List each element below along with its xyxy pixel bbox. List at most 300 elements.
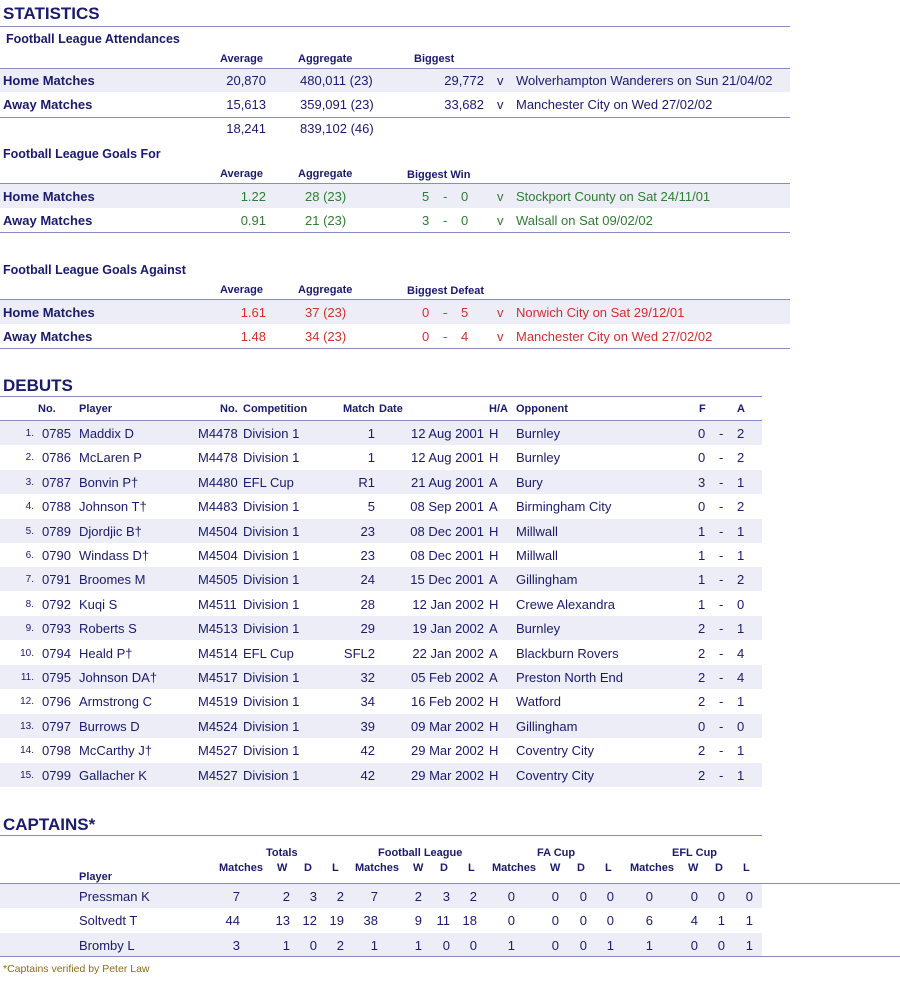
debut-date: 12 Jan 2002 [412, 596, 484, 612]
debut-competition: Division 1 [243, 572, 300, 588]
debut-index: 4. [25, 501, 34, 513]
debut-match: 1 [367, 450, 375, 466]
debut-index: 13. [20, 720, 34, 732]
captain-stat: 0 [745, 889, 753, 904]
debut-index: 8. [25, 598, 34, 610]
captains-col-matches: Matches [492, 862, 537, 874]
debut-player: Heald P† [79, 645, 133, 661]
debut-date: 16 Feb 2002 [410, 694, 484, 710]
att-home-biggest: 29,772 [444, 73, 484, 88]
captain-stat: 38 [363, 913, 378, 929]
debut-competition: Division 1 [243, 621, 300, 637]
debut-match-no: M4524 [198, 718, 238, 734]
debut-score-f: 1 [698, 572, 706, 588]
att-home-detail: Wolverhampton Wanderers on Sun 21/04/02 [516, 73, 773, 88]
debut-number: 0795 [42, 670, 71, 685]
att-home-label: Home Matches [3, 73, 95, 88]
debut-competition: EFL Cup [243, 474, 294, 490]
debut-match: 28 [360, 596, 375, 612]
debut-player: Roberts S [79, 621, 137, 637]
captain-stat: 3 [442, 889, 450, 904]
debut-score-f: 2 [698, 767, 706, 783]
debut-competition: Division 1 [243, 718, 300, 734]
debut-score-a: 1 [737, 523, 745, 539]
gf-away-average: 0.91 [240, 213, 266, 228]
captains-col-d: D [577, 862, 585, 874]
debuts-col-ha: H/A [489, 403, 508, 415]
debut-score-f: 2 [698, 645, 706, 661]
debut-opponent: Blackburn Rovers [516, 645, 619, 661]
debut-date: 19 Jan 2002 [412, 621, 484, 637]
captains-col-w: W [550, 862, 561, 874]
debut-player: Broomes M [79, 572, 146, 588]
debut-match: 23 [360, 523, 375, 539]
captain-stat: 0 [507, 889, 515, 904]
debut-score-dash: - [719, 548, 724, 563]
ga-away-label: Away Matches [3, 329, 93, 344]
debut-player: Burrows D [79, 718, 140, 734]
captain-stat: 7 [232, 889, 240, 904]
ga-away-dash: - [443, 329, 448, 344]
debut-match-no: M4517 [198, 670, 238, 685]
debut-score-dash: - [719, 645, 724, 661]
captains-col-matches: Matches [630, 862, 675, 874]
captains-col-w: W [277, 862, 288, 874]
debut-match: SFL2 [343, 645, 375, 661]
debut-score-f: 1 [698, 523, 706, 539]
captains-footnote: *Captains verified by Peter Law [3, 963, 150, 975]
captains-col-l: L [605, 862, 612, 874]
debut-number: 0789 [42, 523, 71, 539]
debut-match-no: M4513 [198, 621, 238, 637]
debut-index: 7. [25, 574, 34, 586]
captain-stat: 12 [302, 913, 317, 929]
debut-number: 0785 [42, 426, 71, 441]
debut-match: 34 [360, 694, 375, 710]
debut-score-f: 0 [698, 450, 706, 466]
debut-score-a: 1 [737, 743, 745, 759]
captains-group-eflcup: EFL Cup [672, 847, 718, 859]
debut-opponent: Gillingham [516, 718, 578, 734]
debut-index: 12. [20, 696, 34, 708]
debut-match-no: M4519 [198, 694, 238, 710]
debut-competition: Division 1 [243, 450, 300, 466]
debut-index: 14. [20, 745, 34, 757]
debut-competition: EFL Cup [243, 645, 294, 661]
debut-score-a: 2 [737, 499, 745, 515]
ga-col-average: Average [220, 284, 264, 296]
captains-col-matches: Matches [219, 862, 264, 874]
debut-player: Windass D† [79, 548, 150, 563]
debut-match-no: M4514 [198, 645, 238, 661]
captain-stat: 0 [469, 937, 477, 953]
debut-score-dash: - [719, 499, 724, 515]
captains-group-league: Football League [378, 847, 463, 859]
gf-away-a: 0 [461, 213, 469, 228]
debut-competition: Division 1 [243, 548, 300, 563]
ga-away-detail: Manchester City on Wed 27/02/02 [516, 329, 713, 344]
debut-score-a: 2 [737, 450, 745, 466]
gf-away-aggregate: 21 (23) [305, 213, 347, 228]
ga-away-v: v [497, 329, 504, 344]
debut-score-f: 0 [698, 426, 706, 441]
debut-opponent: Burnley [516, 450, 561, 466]
debut-score-dash: - [719, 718, 724, 734]
captain-player: Soltvedt T [79, 913, 138, 929]
debut-number: 0792 [42, 596, 71, 612]
debut-player: Gallacher K [79, 767, 147, 783]
debut-ha: H [489, 718, 499, 734]
captain-stat: 2 [469, 889, 477, 904]
debut-score-f: 2 [698, 743, 706, 759]
statistics-title: STATISTICS [3, 4, 100, 23]
debut-score-dash: - [719, 767, 724, 783]
ga-away-a: 4 [461, 329, 469, 344]
debut-score-dash: - [719, 450, 724, 466]
captain-stat: 0 [717, 889, 725, 904]
debut-match-no: M4511 [198, 596, 237, 612]
captain-stat: 0 [442, 937, 450, 953]
ga-away-average: 1.48 [240, 329, 266, 344]
captain-stat: 0 [606, 913, 614, 929]
debut-index: 11. [20, 672, 34, 683]
debut-match: 39 [360, 718, 375, 734]
captain-stat: 3 [309, 889, 317, 904]
debut-match: 23 [360, 548, 375, 563]
debut-score-a: 2 [737, 572, 745, 588]
debut-number: 0794 [42, 645, 71, 661]
captain-stat: 1 [717, 913, 725, 929]
debut-number: 0796 [42, 694, 71, 710]
debut-score-f: 2 [698, 694, 706, 710]
debut-match: 1 [367, 426, 375, 441]
debut-match: 32 [360, 670, 375, 685]
debut-match: 5 [367, 499, 375, 515]
ga-away-aggregate: 34 (23) [305, 329, 347, 344]
att-home-average: 20,870 [226, 73, 266, 88]
col-average: Average [220, 53, 264, 65]
debut-index: 15. [20, 769, 34, 781]
captains-col-l: L [332, 862, 339, 874]
debut-date: 09 Mar 2002 [411, 718, 484, 734]
debuts-col-player: Player [79, 403, 113, 415]
att-away-biggest: 33,682 [444, 97, 484, 112]
captain-player: Bromby L [79, 937, 135, 953]
captains-title: CAPTAINS* [3, 815, 96, 834]
debut-player: McLaren P [79, 450, 142, 466]
att-away-aggregate: 359,091 (23) [300, 97, 374, 112]
debut-score-f: 1 [698, 596, 706, 612]
debut-score-dash: - [719, 426, 724, 441]
debut-number: 0788 [42, 499, 71, 515]
debut-date: 15 Dec 2001 [410, 572, 484, 588]
debut-score-a: 1 [737, 474, 745, 490]
att-home-aggregate: 480,011 (23) [300, 73, 373, 88]
debut-score-dash: - [719, 694, 724, 710]
goals-for-title: Football League Goals For [3, 147, 161, 161]
debut-opponent: Coventry City [516, 743, 595, 759]
debut-number: 0791 [42, 572, 71, 588]
captain-stat: 0 [579, 889, 587, 904]
debut-score-a: 2 [737, 426, 745, 441]
debut-match-no: M4504 [198, 548, 238, 563]
captain-stat: 1 [606, 937, 614, 953]
ga-home-detail: Norwich City on Sat 29/12/01 [516, 305, 685, 320]
gf-away-v: v [497, 213, 504, 228]
ga-col-biggest: Biggest Defeat [407, 285, 485, 297]
debut-opponent: Millwall [516, 548, 558, 563]
captain-stat: 0 [717, 937, 725, 953]
debut-number: 0793 [42, 621, 71, 637]
debuts-title: DEBUTS [3, 376, 73, 395]
captain-stat: 1 [507, 937, 515, 953]
gf-away-detail: Walsall on Sat 09/02/02 [516, 213, 653, 228]
debut-score-a: 0 [737, 718, 745, 734]
debut-number: 0797 [42, 718, 71, 734]
debut-score-f: 2 [698, 670, 706, 685]
ga-home-label: Home Matches [3, 305, 95, 320]
debut-opponent: Birmingham City [516, 499, 612, 515]
debut-date: 29 Mar 2002 [411, 743, 484, 759]
debuts-col-date: Date [379, 403, 403, 415]
debut-score-dash: - [719, 474, 724, 490]
att-total-aggregate: 839,102 (46) [300, 121, 374, 136]
att-away-label: Away Matches [3, 97, 93, 112]
ga-col-aggregate: Aggregate [298, 284, 353, 296]
captain-stat: 1 [645, 937, 653, 953]
debut-score-f: 0 [698, 499, 706, 515]
debut-score-f: 2 [698, 621, 706, 637]
gf-home-a: 0 [461, 189, 469, 204]
debut-index: 2. [25, 452, 34, 464]
debut-date: 22 Jan 2002 [412, 645, 484, 661]
debuts-col-matchno: No. [220, 403, 238, 415]
debuts-col-match: Match [343, 403, 375, 415]
ga-home-a: 5 [461, 305, 469, 320]
debut-competition: Division 1 [243, 670, 300, 685]
debut-ha: H [489, 523, 499, 539]
debut-score-a: 4 [737, 670, 745, 685]
captain-stat: 2 [336, 937, 344, 953]
captain-stat: 1 [370, 937, 378, 953]
captain-stat: 13 [275, 913, 290, 929]
debut-player: Kuqi S [79, 596, 118, 612]
debut-competition: Division 1 [243, 426, 300, 441]
captain-stat: 0 [579, 937, 587, 953]
debuts-col-no: No. [38, 403, 56, 415]
debut-date: 21 Aug 2001 [410, 474, 484, 490]
debut-number: 0790 [42, 548, 71, 563]
ga-home-v: v [497, 305, 504, 320]
gf-col-biggest: Biggest Win [407, 169, 471, 181]
debut-number: 0798 [42, 743, 71, 759]
captains-col-d: D [715, 862, 723, 874]
captain-stat: 3 [232, 937, 240, 953]
debut-number: 0786 [42, 450, 71, 466]
debut-score-a: 1 [737, 694, 745, 710]
captain-stat: 19 [329, 913, 344, 929]
debut-match: 42 [360, 743, 375, 759]
ga-home-aggregate: 37 (23) [305, 305, 347, 320]
gf-home-average: 1.22 [240, 189, 266, 204]
debut-ha: H [489, 694, 499, 710]
ga-away-f: 0 [422, 329, 430, 344]
captains-col-d: D [304, 862, 312, 874]
captain-stat: 18 [462, 913, 477, 929]
captains-col-l: L [468, 862, 475, 874]
captain-stat: 0 [551, 913, 559, 929]
debut-date: 12 Aug 2001 [410, 450, 484, 466]
debut-match-no: M4478 [198, 450, 238, 466]
debut-opponent: Millwall [516, 523, 558, 539]
debut-match: 29 [360, 621, 375, 637]
captain-stat: 0 [551, 937, 559, 953]
debut-player: Johnson T† [79, 499, 147, 515]
debut-opponent: Preston North End [516, 670, 623, 685]
debut-score-a: 4 [737, 645, 745, 661]
debuts-col-a: A [737, 403, 745, 415]
gf-col-average: Average [220, 168, 264, 180]
debut-opponent: Coventry City [516, 767, 595, 783]
debut-match-no: M4504 [198, 523, 238, 539]
captain-stat: 0 [551, 889, 559, 904]
debut-match-no: M4478 [198, 426, 238, 441]
goals-against-title: Football League Goals Against [3, 263, 186, 277]
captain-stat: 4 [690, 913, 698, 929]
gf-home-label: Home Matches [3, 189, 95, 204]
debut-opponent: Watford [516, 694, 562, 710]
debut-score-a: 1 [737, 548, 745, 563]
captain-stat: 0 [690, 889, 698, 904]
debut-date: 08 Sep 2001 [410, 499, 484, 515]
debut-competition: Division 1 [243, 767, 300, 783]
gf-home-detail: Stockport County on Sat 24/11/01 [516, 189, 711, 204]
debut-ha: A [489, 499, 498, 515]
captain-stat: 0 [645, 889, 653, 904]
captain-stat: 0 [309, 937, 317, 953]
debut-ha: H [489, 426, 499, 441]
debut-ha: H [489, 548, 499, 563]
captain-stat: 0 [507, 913, 515, 929]
captains-col-d: D [440, 862, 448, 874]
debut-score-dash: - [719, 572, 724, 588]
debut-date: 08 Dec 2001 [410, 523, 484, 539]
debut-score-dash: - [719, 621, 724, 637]
debut-player: McCarthy J† [79, 743, 152, 759]
debut-index: 1. [25, 428, 34, 439]
debut-player: Maddix D [79, 426, 134, 441]
debut-ha: A [489, 670, 498, 685]
debuts-col-competition: Competition [243, 403, 308, 415]
debut-date: 12 Aug 2001 [410, 426, 484, 441]
debut-player: Armstrong C [79, 694, 152, 710]
debut-competition: Division 1 [243, 523, 300, 539]
att-away-detail: Manchester City on Wed 27/02/02 [516, 97, 713, 112]
col-biggest: Biggest [414, 53, 455, 65]
debut-competition: Division 1 [243, 743, 300, 759]
debut-ha: A [489, 474, 498, 490]
gf-away-label: Away Matches [3, 213, 93, 228]
captain-stat: 44 [225, 913, 240, 929]
captain-stat: 2 [414, 889, 422, 904]
gf-away-f: 3 [422, 213, 430, 228]
gf-home-dash: - [443, 189, 448, 204]
debut-player: Johnson DA† [79, 670, 158, 685]
debut-score-dash: - [719, 670, 724, 685]
debut-score-dash: - [719, 523, 724, 539]
debut-date: 08 Dec 2001 [410, 548, 484, 563]
gf-col-aggregate: Aggregate [298, 168, 353, 180]
debut-score-dash: - [719, 596, 724, 612]
debut-opponent: Burnley [516, 426, 561, 441]
debut-match: 42 [360, 767, 375, 783]
captain-stat: 6 [645, 913, 653, 929]
debut-opponent: Burnley [516, 621, 561, 637]
gf-home-f: 5 [422, 189, 430, 204]
debut-index: 9. [25, 623, 34, 635]
debuts-col-opponent: Opponent [516, 403, 568, 415]
debut-ha: A [489, 572, 498, 588]
debut-date: 29 Mar 2002 [411, 767, 484, 783]
debut-number: 0799 [42, 767, 71, 783]
ga-home-average: 1.61 [240, 305, 266, 320]
captain-stat: 0 [606, 889, 614, 904]
gf-home-aggregate: 28 (23) [305, 189, 347, 204]
captains-group-totals: Totals [266, 847, 298, 859]
debut-player: Bonvin P† [79, 474, 139, 490]
captains-col-l: L [743, 862, 750, 874]
captain-stat: 1 [745, 937, 753, 953]
att-away-average: 15,613 [226, 97, 266, 112]
debut-ha: H [489, 450, 499, 466]
debut-ha: H [489, 743, 499, 759]
gf-home-v: v [497, 189, 504, 204]
debut-competition: Division 1 [243, 596, 300, 612]
debut-opponent: Gillingham [516, 572, 578, 588]
att-total-average: 18,241 [226, 121, 266, 136]
debut-score-f: 1 [698, 548, 706, 563]
debut-index: 3. [25, 476, 34, 488]
debut-ha: H [489, 596, 499, 612]
debut-match-no: M4527 [198, 767, 238, 783]
att-home-v: v [497, 73, 504, 88]
captain-stat: 1 [745, 913, 753, 929]
debut-opponent: Bury [516, 474, 543, 490]
captain-stat: 7 [370, 889, 378, 904]
debut-index: 5. [25, 525, 34, 537]
debut-index: 6. [25, 550, 34, 561]
captain-stat: 0 [579, 913, 587, 929]
debut-score-a: 1 [737, 621, 745, 637]
debut-score-f: 0 [698, 718, 706, 734]
ga-home-f: 0 [422, 305, 430, 320]
att-away-v: v [497, 97, 504, 112]
debut-score-a: 0 [737, 596, 745, 612]
gf-away-dash: - [443, 213, 448, 228]
debut-match: 24 [360, 572, 375, 588]
debut-player: Djordjic B† [79, 523, 142, 539]
ga-home-dash: - [443, 305, 448, 320]
captain-stat: 2 [336, 889, 344, 904]
debut-ha: A [489, 645, 498, 661]
debut-match: R1 [358, 474, 375, 490]
captain-stat: 2 [282, 889, 290, 904]
debuts-col-f: F [699, 403, 706, 415]
debut-ha: A [489, 621, 498, 637]
debut-score-dash: - [719, 743, 724, 759]
col-aggregate: Aggregate [298, 53, 353, 65]
captain-stat: 0 [690, 937, 698, 953]
